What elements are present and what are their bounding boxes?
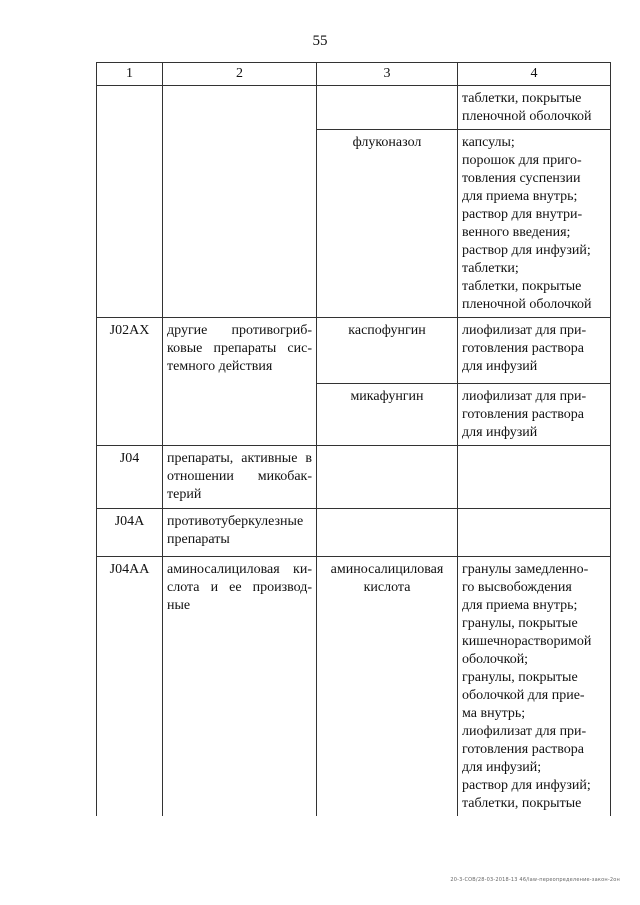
table-row xyxy=(97,557,611,817)
code-cell: J04A xyxy=(97,509,163,557)
dosage-form-line: лиофилизат для при- xyxy=(462,724,587,739)
dosage-form-line: таблетки, покрытые xyxy=(462,91,582,106)
dosage-forms-cell xyxy=(458,557,611,817)
dosage-forms-cell xyxy=(458,509,611,557)
dosage-form-line: ма внутрь; xyxy=(462,706,526,721)
dosage-form-line: раствор для инфузий; xyxy=(462,778,591,793)
group-cell: препараты, активные в отношении микобак-терий xyxy=(163,446,317,509)
drug-name-cell: аминосалициловая кислота xyxy=(317,557,458,817)
dosage-form-line: товления суспензии xyxy=(462,171,581,186)
dosage-forms-cell xyxy=(458,384,611,446)
dosage-form-line: оболочкой; xyxy=(462,652,529,667)
dosage-form-line: таблетки, покрытые xyxy=(462,796,582,811)
drug-table xyxy=(96,62,611,816)
dosage-form-line: для инфузий; xyxy=(462,760,542,775)
column-header-4: 4 xyxy=(458,63,611,86)
dosage-form-line: для приема внутрь; xyxy=(462,598,578,613)
dosage-form-line: таблетки; xyxy=(462,261,519,276)
dosage-form-line: готовления раствора xyxy=(462,742,584,757)
dosage-form-line: для приема внутрь; xyxy=(462,189,578,204)
footer-stamp: 20-3-СОВ/28-03-2018-13 46/law-переопределение-закон-2он xyxy=(450,877,620,883)
dosage-form-line: порошок для приго- xyxy=(462,153,582,168)
dosage-form-line: раствор для внутри- xyxy=(462,207,583,222)
code-cell: J02AX xyxy=(97,318,163,446)
drug-name-cell: каспофунгин xyxy=(317,318,458,384)
group-cell: другие противогриб-ковые препараты сис-темного действия xyxy=(163,318,317,446)
group-cell xyxy=(163,86,317,318)
dosage-form-line: оболочкой для прие- xyxy=(462,688,585,703)
dosage-form-line: капсулы; xyxy=(462,135,515,150)
column-header-2: 2 xyxy=(163,63,317,86)
dosage-form-line: пленочной оболочкой xyxy=(462,109,592,124)
dosage-forms-cell xyxy=(458,130,611,318)
group-cell: аминосалициловая ки-слота и ее производ-ные xyxy=(163,557,317,817)
dosage-form-line: для инфузий xyxy=(462,425,538,440)
dosage-forms-cell xyxy=(458,318,611,384)
dosage-forms-cell xyxy=(458,446,611,509)
dosage-form-line: венного введения; xyxy=(462,225,571,240)
table-row xyxy=(97,509,611,557)
code-cell xyxy=(97,86,163,318)
dosage-form-line: готовления раствора xyxy=(462,407,584,422)
table-row xyxy=(97,446,611,509)
code-cell: J04 xyxy=(97,446,163,509)
table-row xyxy=(97,318,611,384)
code-cell: J04AA xyxy=(97,557,163,817)
dosage-forms-cell xyxy=(458,86,611,130)
dosage-form-line: лиофилизат для при- xyxy=(462,323,587,338)
dosage-form-line: гранулы, покрытые xyxy=(462,670,578,685)
drug-name-cell: флуконазол xyxy=(317,130,458,318)
drug-name-cell xyxy=(317,446,458,509)
drug-name-cell xyxy=(317,509,458,557)
table-row xyxy=(97,86,611,130)
drug-name-cell xyxy=(317,86,458,130)
dosage-form-line: го высвобождения xyxy=(462,580,572,595)
dosage-form-line: таблетки, покрытые xyxy=(462,279,582,294)
dosage-form-line: гранулы, покрытые xyxy=(462,616,578,631)
column-header-1: 1 xyxy=(97,63,163,86)
dosage-form-line: гранулы замедленно- xyxy=(462,562,589,577)
column-header-3: 3 xyxy=(317,63,458,86)
dosage-form-line: для инфузий xyxy=(462,359,538,374)
dosage-form-line: лиофилизат для при- xyxy=(462,389,587,404)
dosage-form-line: раствор для инфузий; xyxy=(462,243,591,258)
drug-name-cell: микафунгин xyxy=(317,384,458,446)
table-header-row xyxy=(97,63,611,86)
dosage-form-line: кишечнорастворимой xyxy=(462,634,592,649)
dosage-form-line: пленочной оболочкой xyxy=(462,297,592,312)
page-number: 55 xyxy=(312,33,328,49)
group-cell: противотуберкулезные препараты xyxy=(163,509,317,557)
dosage-form-line: готовления раствора xyxy=(462,341,584,356)
